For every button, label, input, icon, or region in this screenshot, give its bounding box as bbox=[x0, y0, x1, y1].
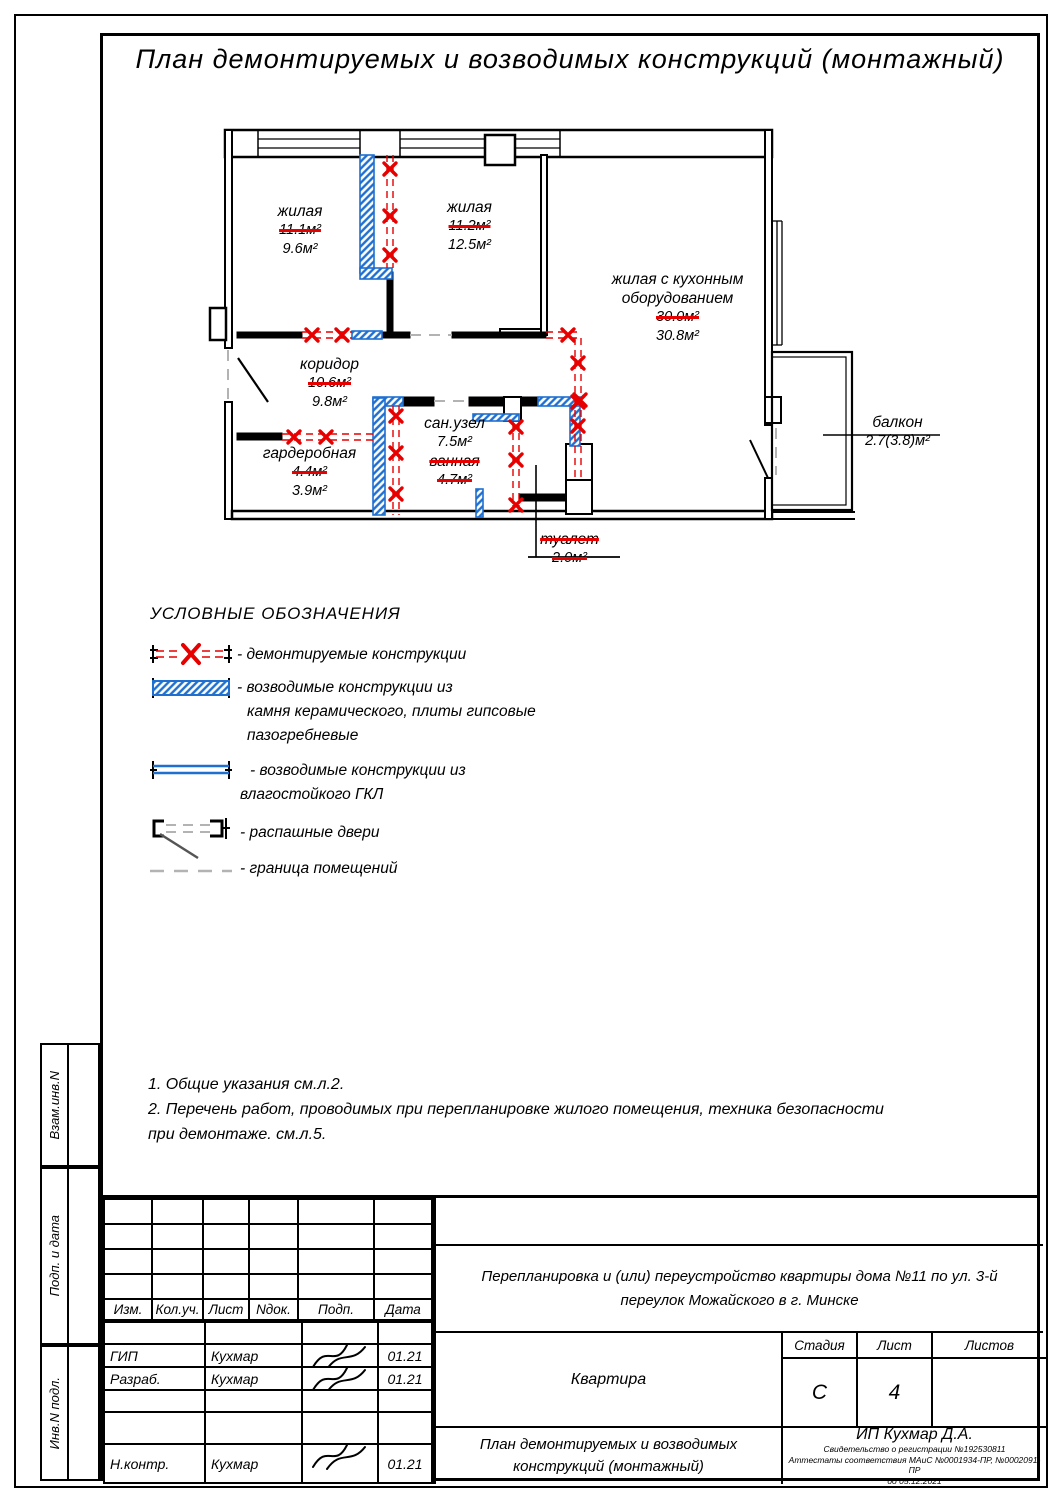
signature-nkontr-icon bbox=[309, 1445, 375, 1471]
note-line-2: 2. Перечень работ, проводимых при перепланировке жилого помещения, техника безопасности bbox=[148, 1101, 884, 1118]
legend-label-masonry-2: камня керамического, плиты гипсовые bbox=[247, 703, 536, 720]
role-nkontr: Н.контр. bbox=[105, 1445, 204, 1482]
title-block-right bbox=[433, 1198, 1043, 1484]
col-header-list: Лист bbox=[204, 1300, 248, 1319]
room-name: гардеробная bbox=[262, 445, 357, 462]
room-name: сан.узел bbox=[424, 415, 485, 432]
legend-label-masonry-3: пазогребневые bbox=[247, 727, 359, 744]
signature-gip bbox=[303, 1345, 377, 1366]
revision-table bbox=[103, 1198, 433, 1321]
drawing-name-box bbox=[436, 1428, 783, 1484]
room-old-area: 11.1м² bbox=[279, 222, 321, 238]
cert-line-1: Свидетельство о регистрации №192530811 bbox=[823, 1444, 1006, 1454]
sidebar-box-podp bbox=[40, 1167, 100, 1345]
room-old-area: 11.2м² bbox=[448, 218, 491, 234]
legend-heading: УСЛОВНЫЕ ОБОЗНАЧЕНИЯ bbox=[150, 604, 401, 623]
designation-box bbox=[436, 1198, 1043, 1246]
stage-label: Стадия bbox=[783, 1333, 858, 1359]
name-razrab: Кухмар bbox=[206, 1368, 301, 1389]
sheets-label: Листов bbox=[933, 1333, 1046, 1359]
room-name: балкон bbox=[872, 414, 923, 431]
object-name-box: Квартира bbox=[436, 1333, 783, 1428]
room-old-name: туалет bbox=[540, 531, 599, 548]
sidebar-empty-cell bbox=[69, 1347, 98, 1479]
room-old-area: 4.4м² bbox=[292, 464, 327, 480]
col-header-izm: Изм. bbox=[105, 1300, 151, 1319]
name-gip: Кухмар bbox=[206, 1345, 301, 1366]
room-label-sanuzel bbox=[402, 414, 507, 490]
col-header-koluch: Кол.уч. bbox=[153, 1300, 202, 1319]
legend-symbol-demolished-icon bbox=[150, 642, 232, 671]
room-old-area: 2.0м² bbox=[552, 550, 587, 566]
room-area: 2.7(3.8)м² bbox=[865, 433, 930, 449]
company-name: ИП Кухмар Д.А. bbox=[856, 1426, 973, 1443]
legend-symbol-gkl-icon bbox=[150, 760, 232, 785]
sidebar-label-cell bbox=[42, 1045, 69, 1165]
sheets-value bbox=[933, 1359, 1046, 1428]
legend-label-gkl-1: - возводимые конструкции из bbox=[250, 762, 466, 779]
room-name: коридор bbox=[300, 356, 359, 373]
signature-razrab bbox=[303, 1368, 377, 1389]
legend-symbol-boundary-icon bbox=[150, 864, 232, 882]
signature-razrab-icon bbox=[309, 1368, 375, 1389]
room-name: жилая bbox=[447, 199, 492, 216]
room-old-name: ванная bbox=[429, 453, 480, 470]
room-old-area: 30.0м² bbox=[656, 309, 699, 325]
note-line-1: 1. Общие указания см.л.2. bbox=[148, 1076, 345, 1093]
room-new-area: 9.6м² bbox=[282, 241, 318, 257]
room-label-corridor bbox=[272, 355, 387, 412]
legend-symbol-masonry-icon bbox=[150, 676, 232, 705]
room-label-living2 bbox=[402, 198, 537, 255]
legend-label-demolished: - демонтируемые конструкции bbox=[237, 646, 467, 663]
room-label-living1 bbox=[235, 202, 365, 259]
legend-label-boundary: - граница помещений bbox=[240, 860, 398, 877]
room-name: жилая bbox=[277, 203, 323, 220]
signature-gip-icon bbox=[309, 1345, 375, 1366]
col-header-data: Дата bbox=[375, 1300, 431, 1319]
room-label-wardrobe bbox=[242, 444, 377, 501]
drawing-name-line2: конструкций (монтажный) bbox=[513, 1458, 704, 1475]
floor-plan bbox=[140, 110, 970, 590]
sidebar-empty-cell bbox=[69, 1045, 98, 1165]
date-nkontr: 01.21 bbox=[379, 1445, 431, 1482]
title-block bbox=[100, 1195, 1041, 1486]
sidebar-label-vzam: Взам.инв.N bbox=[47, 1070, 62, 1140]
role-gip: ГИП bbox=[105, 1345, 204, 1366]
room-label-kitchen-living bbox=[585, 270, 770, 346]
sidebar-box-inv bbox=[40, 1345, 100, 1481]
room-name: жилая с кухонным bbox=[611, 271, 744, 288]
room-name: оборудованием bbox=[621, 290, 734, 307]
date-razrab: 01.21 bbox=[379, 1368, 431, 1389]
project-title-box bbox=[436, 1246, 1043, 1333]
room-label-balcony bbox=[840, 413, 955, 451]
sidebar-label-podp: Подп. и дата bbox=[47, 1215, 62, 1297]
drawing-name-line1: План демонтируемых и возводимых bbox=[479, 1436, 738, 1453]
role-razrab: Разраб. bbox=[105, 1368, 204, 1389]
sheet-label: Лист bbox=[858, 1333, 933, 1359]
room-old-area: 4.7м² bbox=[437, 472, 472, 488]
sidebar-label-cell bbox=[42, 1169, 69, 1343]
room-old-area: 10.6м² bbox=[308, 375, 351, 391]
cert-line-2: Аттестаты соответствия МАиС №0001934-ПР, №0002091-ПР bbox=[788, 1454, 1041, 1475]
company-box bbox=[783, 1428, 1046, 1484]
legend-symbol-doors-icon bbox=[150, 818, 240, 865]
sidebar-label-inv: Инв.N подл. bbox=[47, 1376, 62, 1450]
room-new-area: 3.9м² bbox=[292, 483, 327, 499]
floor-plan-drawing bbox=[140, 110, 970, 590]
cert-line-3: до 05.12.2021 bbox=[887, 1475, 942, 1486]
legend-label-masonry-1: - возводимые конструкции из bbox=[237, 679, 453, 696]
note-line-3: при демонтаже. см.л.5. bbox=[148, 1126, 327, 1143]
sheet-value: 4 bbox=[858, 1359, 933, 1428]
name-nkontr: Кухмар bbox=[206, 1445, 301, 1482]
legend-label-gkl-2: влагостойкого ГКЛ bbox=[240, 786, 384, 803]
toilet-fixture bbox=[566, 444, 592, 514]
drawing-title: План демонтируемых и возводимых конструкций (монтажный) bbox=[135, 44, 1005, 74]
signature-table bbox=[103, 1321, 433, 1484]
sidebar-box-vzam bbox=[40, 1043, 100, 1167]
room-new-area: 9.8м² bbox=[312, 394, 347, 410]
room-label-toilet bbox=[522, 530, 617, 568]
room-new-area: 12.5м² bbox=[448, 237, 491, 253]
stage-value: С bbox=[783, 1359, 858, 1428]
col-header-podp: Подп. bbox=[299, 1300, 373, 1319]
date-gip: 01.21 bbox=[379, 1345, 431, 1366]
legend-label-doors: - распашные двери bbox=[240, 824, 380, 841]
signature-nkontr bbox=[303, 1445, 377, 1482]
sidebar-empty-cell bbox=[69, 1169, 98, 1343]
project-title-line2: переулок Можайского в г. Минске bbox=[620, 1291, 859, 1309]
project-title-line1: Перепланировка и (или) переустройство квартиры дома №11 по ул. 3-й bbox=[481, 1267, 998, 1285]
room-new-area: 7.5м² bbox=[437, 434, 472, 450]
sidebar-label-cell bbox=[42, 1347, 69, 1479]
room-new-area: 30.8м² bbox=[656, 328, 699, 344]
col-header-ndok: Nдок. bbox=[250, 1300, 297, 1319]
